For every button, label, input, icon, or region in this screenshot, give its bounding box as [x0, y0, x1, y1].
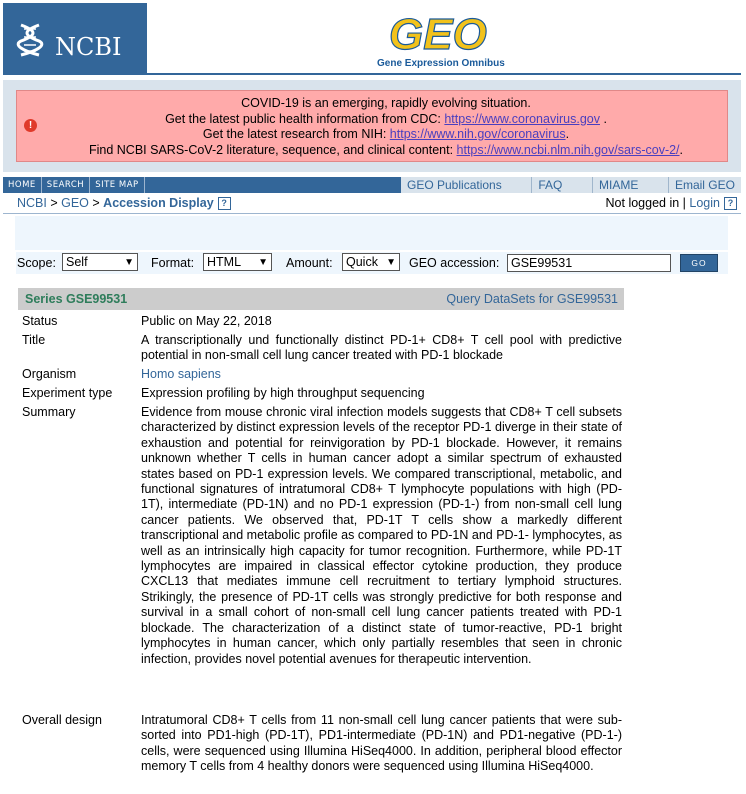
scope-select[interactable] [62, 253, 138, 271]
sars-cov-2-link[interactable]: https://www.ncbi.nlm.nih.gov/sars-cov-2/ [456, 142, 680, 157]
scope-value: Self [66, 255, 88, 269]
organism-link[interactable]: Homo sapiens [141, 367, 221, 381]
alert-line-4-text: Find NCBI SARS-CoV-2 literature, sequence, and clinical content: [88, 142, 457, 157]
login-link[interactable]: Login [689, 196, 720, 210]
status-value: Public on May 22, 2018 [141, 314, 272, 328]
nav-bar [3, 177, 741, 193]
series-header [18, 288, 624, 310]
alert-line-2 [41, 112, 731, 128]
nih-link[interactable]: https://www.nih.gov/coronavirus [389, 127, 566, 141]
covid-alert [16, 90, 728, 162]
login-divider: | [679, 196, 690, 210]
summary-label: Summary [22, 405, 76, 419]
ncbi-helix-icon [15, 23, 45, 57]
amount-select[interactable] [342, 253, 400, 271]
accession-label: GEO accession: [409, 256, 500, 270]
breadcrumb-divider [3, 213, 741, 214]
alert-line-2-text: Get the latest public health information from CDC: [165, 111, 445, 126]
overall-design-value: Intratumoral CD8+ T cells from 11 non-small cell lung cancer patients that were sub-sorted into PD1-high (PD-1T), PD1-intermediate (PD-1N) and PD1-negative (PD-1-) cells, were sequenced using Illumina HiSeq4000. In addition, peripheral blood effector memory T cells from 4 healthy donors were sequenced using Illumina HiSeq4000. [141, 713, 622, 774]
breadcrumb-sep: > [46, 196, 62, 210]
experiment-type-value: Expression profiling by high throughput sequencing [141, 386, 425, 400]
nav-search[interactable]: SEARCH [42, 177, 90, 193]
series-id: Series GSE99531 [25, 292, 128, 306]
nav-miame[interactable]: MIAME [592, 177, 644, 193]
alert-line-4 [41, 143, 731, 159]
organism-value-wrap [141, 367, 622, 382]
summary-value: Evidence from mouse chronic viral infection models suggests that CD8+ T cell subsets characterized by distinct expression levels of the receptor PD-1 diverge in their state of exhaustion and potential for reinvigoration by PD-1 blockade. However, it remains unknown whether T cells in human cancer adopt a similar spectrum of exhausted states based on PD-1 expression levels. We compared transcriptional, metabolic, and functional signatures of intratumoral CD8+ T lymphocyte populations with high (PD-1T), intermediate (PD-1N) and no PD-1 expression (PD-1-) from non-small cell lung cancer patients. We observed that, PD-1T T cells show a markedly different transcriptional and metabolic profile as compared to PD-1N and PD-1- lymphocytes, as well as an intrinsically high capacity for tumor recognition. Furthermore, while PD-1T lymphocytes are impaired in classical effector cytokine production, they produce CXCL13 that mediates immune cell recruitment to tertiary lymphoid structures. Strikingly, the presence of PD-1T cells was strongly predictive for both response and survival in a small cohort of non-small cell lung cancer patients treated with PD-1 blockade. The characterization of a distinct state of tumor-reactive, PD-1 bright lymphocytes in human cancer, which only partially resembles that seen in chronic infection, provides novel potential avenues for therapeutic intervention. [141, 405, 622, 666]
login-help-icon[interactable]: ? [724, 197, 737, 210]
alert-line-1: COVID-19 is an emerging, rapidly evolving situation. [241, 96, 531, 110]
format-value: HTML [207, 255, 242, 269]
amount-label: Amount: [286, 256, 333, 270]
help-icon[interactable]: ? [218, 197, 231, 210]
alert-line-3-text: Get the latest research from NIH: [202, 127, 390, 141]
nav-site-map[interactable]: SITE MAP [90, 177, 144, 193]
chevron-down-icon: ▼ [124, 257, 134, 268]
query-form [16, 252, 728, 274]
scope-label: Scope: [17, 256, 56, 270]
title-label: Title [22, 333, 46, 347]
chevron-down-icon: ▼ [386, 257, 396, 268]
breadcrumb-current: Accession Display [103, 196, 214, 210]
ncbi-logo-block[interactable] [3, 3, 147, 73]
nav-left [3, 177, 145, 193]
breadcrumb [3, 193, 741, 213]
alert-line-2-end: . [599, 111, 607, 126]
alert-line-3-end: . [565, 127, 570, 141]
nav-right [401, 177, 741, 193]
alert-text [41, 96, 731, 158]
title-value: A transcriptionally und functionally distinct PD-1+ CD8+ T cell pool with predictive potential in non-small cell lung cancer treated with PD-1 blockade [141, 333, 622, 363]
amount-value: Quick [346, 255, 378, 269]
geo-logo-block[interactable] [149, 3, 741, 73]
breadcrumb-path [17, 196, 231, 210]
nav-geo-publications[interactable]: GEO Publications [407, 178, 502, 192]
status-label: Status [22, 314, 58, 328]
geo-subtitle: Gene Expression Omnibus [377, 58, 505, 69]
experiment-type-label: Experiment type [22, 386, 113, 400]
format-label: Format: [151, 256, 195, 270]
cdc-link[interactable]: https://www.coronavirus.gov [444, 111, 600, 126]
go-button[interactable]: GO [680, 254, 718, 272]
header-divider [3, 73, 741, 75]
overall-design-label: Overall design [22, 713, 102, 727]
blank-band [15, 216, 728, 250]
breadcrumb-geo[interactable]: GEO [61, 196, 89, 210]
alert-line-3 [41, 127, 731, 143]
alert-icon: ! [24, 119, 37, 132]
nav-faq[interactable]: FAQ [531, 177, 568, 193]
format-select[interactable] [203, 253, 272, 271]
login-status [606, 196, 737, 210]
accession-input[interactable]: GSE99531 [507, 254, 671, 272]
ncbi-logo-text: NCBI [55, 33, 122, 61]
alert-line-4-end: . [679, 142, 684, 157]
geo-logo-icon [387, 9, 495, 57]
nav-email-geo[interactable]: Email GEO [668, 177, 741, 193]
organism-label: Organism [22, 367, 77, 381]
chevron-down-icon: ▼ [258, 257, 268, 268]
login-status-text: Not logged in [605, 196, 680, 210]
nav-home[interactable]: HOME [3, 177, 42, 193]
breadcrumb-ncbi[interactable]: NCBI [17, 196, 47, 210]
breadcrumb-sep: > [88, 196, 104, 210]
svg-text:GEO: GEO [389, 10, 487, 57]
query-datasets-link[interactable]: Query DataSets for GSE99531 [446, 292, 618, 306]
